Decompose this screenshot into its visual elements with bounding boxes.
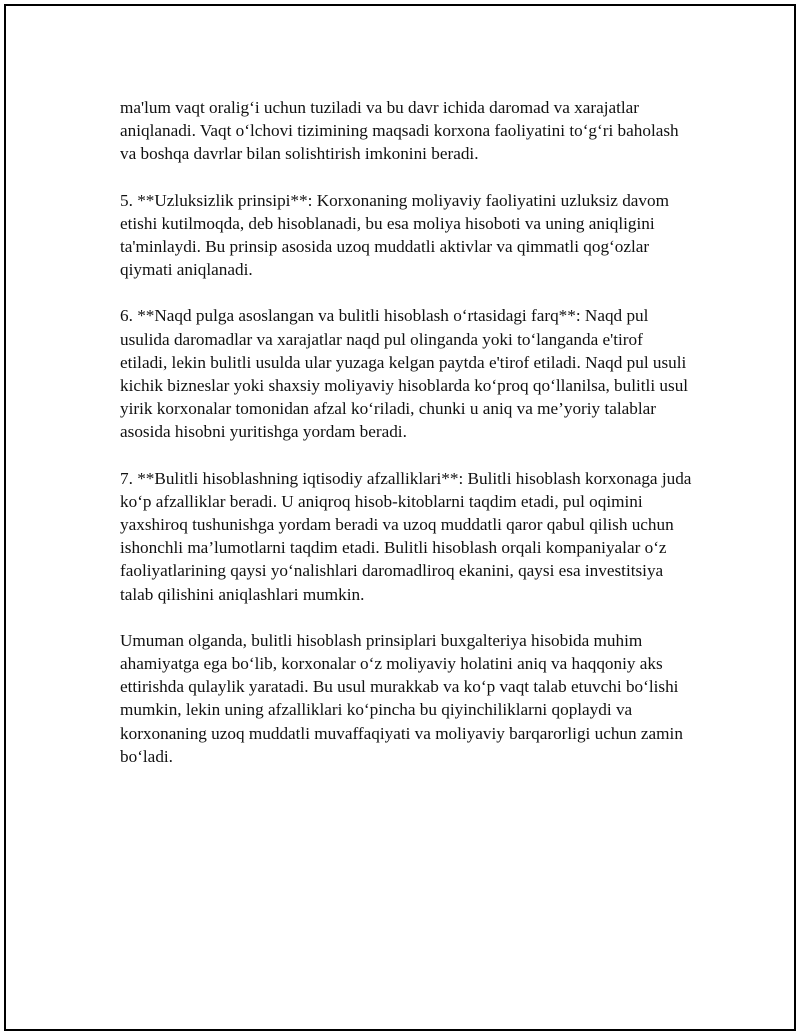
paragraph-going-concern: 5. **Uzluksizlik prinsipi**: Korxonaning moliyaviy faoliyatini uzluksiz davom etishi kutilmoqda, deb hisoblanadi, bu esa moliya hisoboti va uning aniqligini ta'minlaydi. Bu prinsip asosida uzoq muddatli aktivlar va qimmatli qog‘ozlar qiymati aniqlanadi. [120,190,669,280]
document-page [4,4,796,1031]
paragraph-conclusion: Umuman olganda, bulitli hisoblash prinsiplari buxgalteriya hisobida muhim ahamiyatga ega bo‘lib, korxonalar o‘z moliyaviy holatini aniq va haqqoniy aks ettirishda qulaylik yaratadi. Bu usul murakkab va ko‘p vaqt talab etuvchi bo‘lishi mumkin, lekin uning afzalliklari ko‘pincha bu qiyinchiliklarni qoplaydi va korxonaning uzoq muddatli muvaffaqiyati va moliyaviy barqarorligi uchun zamin bo‘ladi. [120,630,683,766]
document-body [120,96,692,791]
paragraph-cash-vs-accrual: 6. **Naqd pulga asoslangan va bulitli hisoblash o‘rtasidagi farq**: Naqd pul usulida daromadlar va xarajatlar naqd pul olinganda yoki to‘langanda e'tirof etiladi, lekin bulitli usulda ular yuzaga kelgan paytda e'tirof etiladi. Naqd pul usuli kichik bizneslar yoki shaxsiy moliyaviy hisoblarda ko‘proq qo‘llanilsa, bulitli usul yirik korxonalar tomonidan afzal ko‘riladi, chunki u aniq va me’yoriy talablar asosida hisobni yuritishga yordam beradi. [120,306,689,442]
paragraph-time-period: ma'lum vaqt oralig‘i uchun tuziladi va bu davr ichida daromad va xarajatlar aniqlanadi. Vaqt o‘lchovi tizimining maqsadi korxona faoliyatini to‘g‘ri baholash va boshqa davrlar bilan solishtirish imkonini beradi. [120,98,679,164]
paragraph-economic-advantages: 7. **Bulitli hisoblashning iqtisodiy afzalliklari**: Bulitli hisoblash korxonaga juda ko‘p afzalliklar beradi. U aniqroq hisob-kitoblarni taqdim etadi, pul oqimini yaxshiroq tushunishga yordam beradi va uzoq muddatli qaror qabul qilish uchun ishonchli ma’lumotlarni taqdim etadi. Bulitli hisoblash orqali kompaniyalar o‘z faoliyatlarining qaysi yo‘nalishlari daromadliroq ekanini, qaysi esa investitsiya talab qilishini aniqlashlari mumkin. [120,468,692,604]
